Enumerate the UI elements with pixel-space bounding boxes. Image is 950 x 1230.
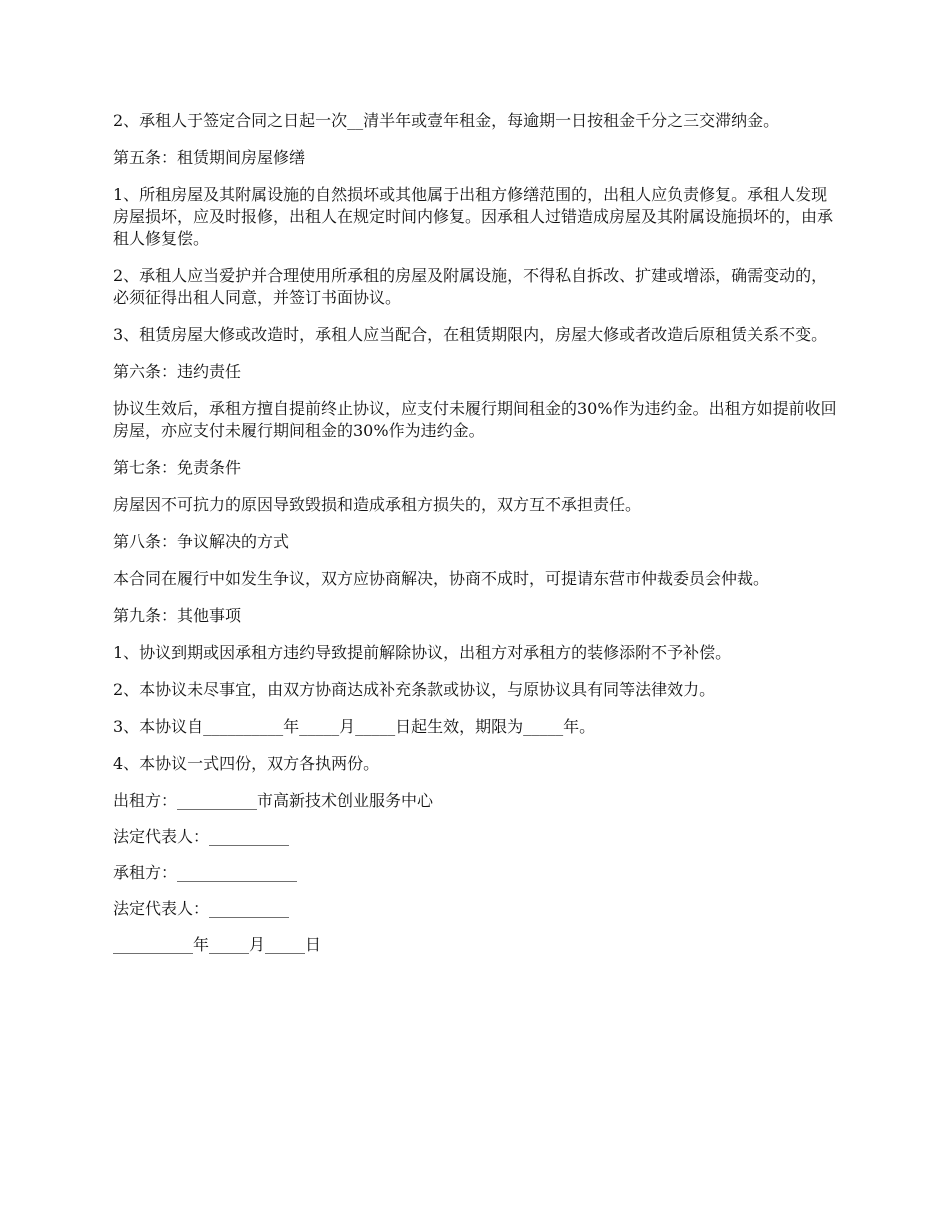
clause-other-3: 3、本协议自__________年_____月_____日起生效，期限为_____年。 (113, 717, 596, 736)
signing-date-line: __________年_____月_____日 (113, 935, 322, 954)
article-7-heading: 第七条：免责条件 (113, 458, 242, 477)
clause-other-1: 1、协议到期或因承租方违约导致提前解除协议，出租方对承租方的装修添附不予补偿。 (113, 643, 732, 662)
clause-force-majeure: 房屋因不可抗力的原因导致毁损和造成承租方损失的，双方互不承担责任。 (113, 495, 642, 514)
document-page (113, 110, 838, 970)
article-6-heading: 第六条：违约责任 (113, 362, 242, 381)
clause-breach: 协议生效后，承租方擅自提前终止协议，应支付未履行期间租金的30%作为违约金。出租方如提前收回房屋，亦应支付未履行期间租金的30%作为违约金。 (113, 399, 837, 440)
clause-repair-2: 2、承租人应当爱护并合理使用所承租的房屋及附属设施，不得私自拆改、扩建或增添，确需变动的，必须征得出租人同意，并签订书面协议。 (113, 266, 828, 307)
lessor-representative-line: 法定代表人：__________ (113, 827, 290, 846)
clause-repair-1: 1、所租房屋及其附属设施的自然损坏或其他属于出租方修缮范围的，出租人应负责修复。承租人发现房屋损坏，应及时报修，出租人在规定时间内修复。因承租人过错造成房屋及其附属设施损坏的，由承租人修复偿。 (113, 185, 834, 248)
article-5-heading: 第五条：租赁期间房屋修缮 (113, 148, 306, 167)
lessor-line: 出租方：__________市高新技术创业服务中心 (113, 791, 434, 810)
article-9-heading: 第九条：其他事项 (113, 606, 242, 625)
clause-other-2: 2、本协议未尽事宜，由双方协商达成补充条款或协议，与原协议具有同等法律效力。 (113, 680, 716, 699)
clause-other-4: 4、本协议一式四份，双方各执两份。 (113, 754, 380, 773)
lessee-line: 承租方：_______________ (113, 863, 298, 882)
clause-dispute: 本合同在履行中如发生争议，双方应协商解决，协商不成时，可提请东营市仲裁委员会仲裁。 (113, 569, 770, 588)
clause-repair-3: 3、租赁房屋大修或改造时，承租人应当配合，在租赁期限内，房屋大修或者改造后原租赁关系不变。 (113, 325, 828, 344)
lessee-representative-line: 法定代表人：__________ (113, 899, 290, 918)
clause-rent-payment: 2、承租人于签定合同之日起一次__清半年或壹年租金，每逾期一日按租金千分之三交滞纳金。 (113, 111, 780, 130)
article-8-heading: 第八条：争议解决的方式 (113, 532, 290, 551)
